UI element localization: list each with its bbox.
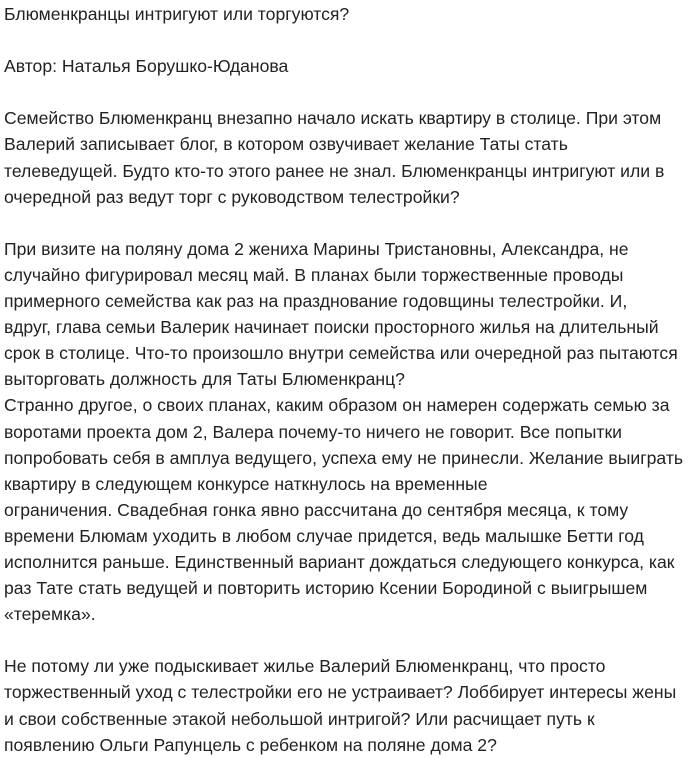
article-title: Блюменкранцы интригуют или торгуются? — [4, 4, 350, 24]
paragraph — [4, 105, 699, 209]
paragraph — [4, 653, 699, 757]
paragraph-line: вдруг, глава семьи Валерик начинает поиски просторного жилья на длительный — [4, 317, 659, 338]
paragraph — [4, 236, 699, 627]
paragraph-line: Семейство Блюменкранц внезапно начало искать квартиру в столице. При этом — [4, 108, 662, 129]
paragraph-line: примерного семейства как раз на празднование годовщины телестройки. И, — [4, 291, 628, 312]
paragraph-line: случайно фигурировал месяц май. В планах были торжественные проводы — [4, 264, 624, 285]
paragraph-line: срок в столице. Что-то произошло внутри семейства или очередной раз пытаются — [4, 343, 678, 364]
paragraph-line: и свои собственные этакой небольшой интригой? Или расчищает путь к — [4, 708, 595, 729]
paragraph-line: попробовать себя в амплуа ведущего, успеха ему не принесли. Желание выиграть — [4, 447, 684, 468]
paragraph-line: исполнится раньше. Единственный вариант дождаться следующего конкурса, как — [4, 551, 675, 572]
paragraph-line: очередной раз ведут торг с руководством телестройки? — [4, 186, 460, 207]
paragraph-line: Странно другое, о своих планах, каким образом он намерен содержать семью за — [4, 395, 670, 416]
paragraph-line: торжественный уход с телестройки его не устраивает? Лоббирует интересы жены — [4, 682, 677, 703]
paragraph-line: телеведущей. Будто кто-то этого ранее не знал. Блюменкранцы интригуют или в — [4, 160, 665, 181]
paragraph-line: раз Тате стать ведущей и повторить историю Ксении Бородиной с выигрышем — [4, 578, 648, 599]
paragraph-line: ограничения. Свадебная гонка явно рассчитана до сентября месяца, к тому — [4, 499, 629, 520]
paragraph-line: выторговать должность для Таты Блюменкранц? — [4, 369, 405, 390]
paragraph-line: появлению Ольги Рапунцель с ребенком на поляне дома 2? — [4, 734, 497, 755]
paragraph-line: воротами проекта дом 2, Валера почему-то ничего не говорит. Все попытки — [4, 421, 622, 442]
paragraph-line: При визите на поляну дома 2 жениха Марины Тристановны, Александра, не — [4, 238, 629, 259]
paragraph-line: «теремка». — [4, 604, 96, 625]
paragraph-line: времени Блюмам уходить в любом случае придется, ведь малышке Бетти год — [4, 525, 644, 546]
paragraph-line: Валерий записывает блог, в котором озвучивает желание Таты стать — [4, 134, 568, 155]
paragraph-line: квартиру в следующем конкурсе наткнулось на временные — [4, 473, 488, 494]
article-author: Автор: Наталья Борушко-Юданова — [4, 56, 289, 77]
paragraph-line: Не потому ли уже подыскивает жилье Валерий Блюменкранц, что просто — [4, 656, 606, 677]
